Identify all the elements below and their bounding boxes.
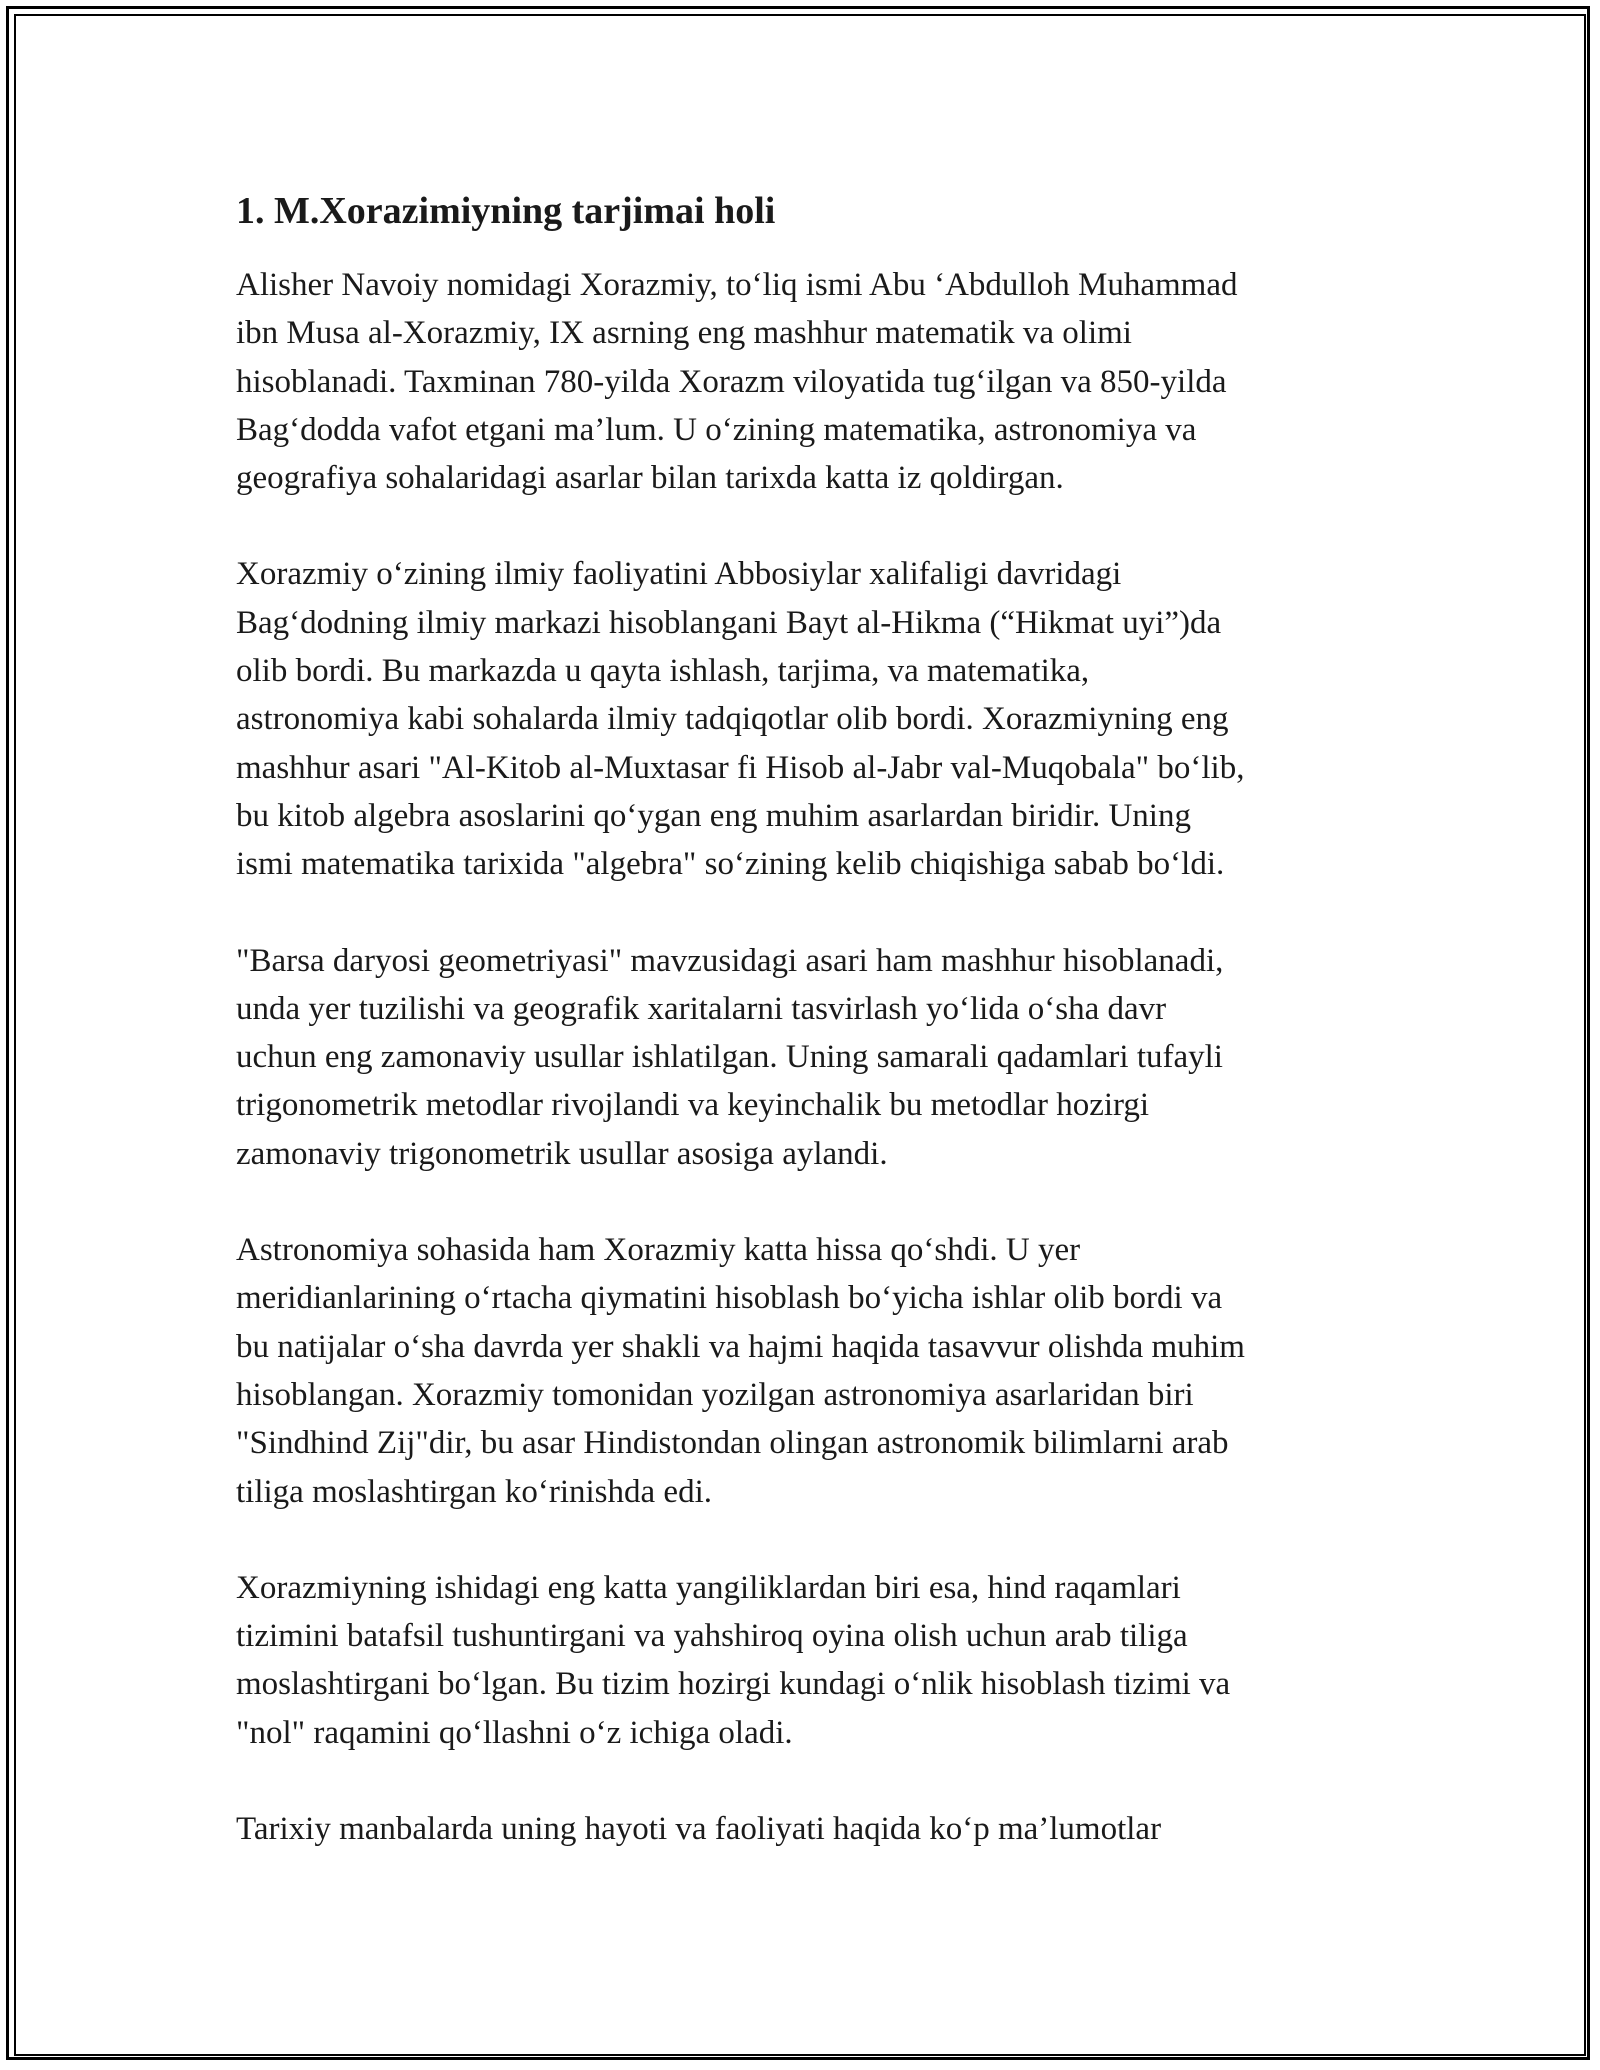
text-line: tizimini batafsil tushuntirgani va yahshiroq oyina olish uchun arab tiliga [236, 1618, 1188, 1655]
text-line: olib bordi. Bu markazda u qayta ishlash, tarjima, va matematika, [236, 653, 1090, 690]
text-line: astronomiya kabi sohalarda ilmiy tadqiqotlar olib bordi. Xorazmiyning eng [236, 701, 1229, 738]
paragraph-5 [236, 1564, 1366, 1757]
text-line: ismi matematika tarixida "algebra" so‘zining kelib chiqishiga sabab bo‘ldi. [236, 846, 1225, 883]
text-line: Xorazmiyning ishidagi eng katta yangiliklardan biri esa, hind raqamlari [236, 1569, 1181, 1606]
text-line: hisoblangan. Xorazmiy tomonidan yozilgan astronomiya asarlaridan biri [236, 1376, 1194, 1413]
text-line: uchun eng zamonaviy usullar ishlatilgan. Uning samarali qadamlari tufayli [236, 1039, 1223, 1076]
text-line: meridianlarining o‘rtacha qiymatini hisoblash bo‘yicha ishlar olib bordi va [236, 1280, 1223, 1317]
text-line: Xorazmiy o‘zining ilmiy faoliyatini Abbosiylar xalifaligi davridagi [236, 556, 1122, 593]
text-line: Bag‘dodning ilmiy markazi hisoblangani Bayt al-Hikma (“Hikmat uyi”)da [236, 604, 1222, 641]
text-line: Bag‘dodda vafot etgani ma’lum. U o‘zining matematika, astronomiya va [236, 411, 1197, 448]
text-line: Tarixiy manbalarda uning hayoti va faoliyati haqida ko‘p ma’lumotlar [236, 1811, 1162, 1848]
text-line: bu kitob algebra asoslarini qo‘ygan eng muhim asarlardan biridir. Uning [236, 797, 1191, 834]
paragraph-3 [236, 937, 1366, 1178]
text-line: trigonometrik metodlar rivojlandi va keyinchalik bu metodlar hozirgi [236, 1087, 1150, 1124]
text-line: unda yer tuzilishi va geografik xaritalarni tasvirlash yo‘lida o‘sha davr [236, 990, 1167, 1027]
text-line: hisoblanadi. Taxminan 780-yilda Xorazm viloyatida tug‘ilgan va 850-yilda [236, 363, 1227, 400]
text-line: "Barsa daryosi geometriyasi" mavzusidagi asari ham mashhur hisoblanadi, [236, 942, 1224, 979]
text-line: bu natijalar o‘sha davrda yer shakli va hajmi haqida tasavvur olishda muhim [236, 1328, 1245, 1365]
text-line: Alisher Navoiy nomidagi Xorazmiy, to‘liq ismi Abu ‘Abdulloh Muhammad [236, 267, 1238, 303]
document-body [236, 185, 1366, 1901]
text-line: "nol" raqamini qo‘llashni o‘z ichiga oladi. [236, 1714, 793, 1751]
paragraph-2 [236, 550, 1366, 888]
paragraph-4 [236, 1226, 1366, 1516]
text-line: mashhur asari "Al-Kitob al-Muxtasar fi Hisob al-Jabr val-Muqobala" bo‘lib, [236, 749, 1245, 786]
text-line: "Sindhind Zij"dir, bu asar Hindistondan olingan astronomik bilimlarni arab [236, 1425, 1229, 1462]
text-line: moslashtirgani bo‘lgan. Bu tizim hozirgi kundagi o‘nlik hisoblash tizimi va [236, 1666, 1231, 1703]
paragraph-6 [236, 1805, 1366, 1853]
paragraph-1 [236, 261, 1366, 502]
section-title: 1. M.Xorazimiyning tarjimai holi [236, 190, 776, 232]
text-line: geografiya sohalaridagi asarlar bilan tarixda katta iz qoldirgan. [236, 460, 1064, 497]
text-line: zamonaviy trigonometrik usullar asosiga aylandi. [236, 1135, 888, 1172]
text-line: tiliga moslashtirgan ko‘rinishda edi. [236, 1473, 712, 1510]
text-line: Astronomiya sohasida ham Xorazmiy katta hissa qo‘shdi. U yer [236, 1232, 1081, 1269]
text-line: ibn Musa al-Xorazmiy, IX asrning eng mashhur matematik va olimi [236, 315, 1132, 352]
